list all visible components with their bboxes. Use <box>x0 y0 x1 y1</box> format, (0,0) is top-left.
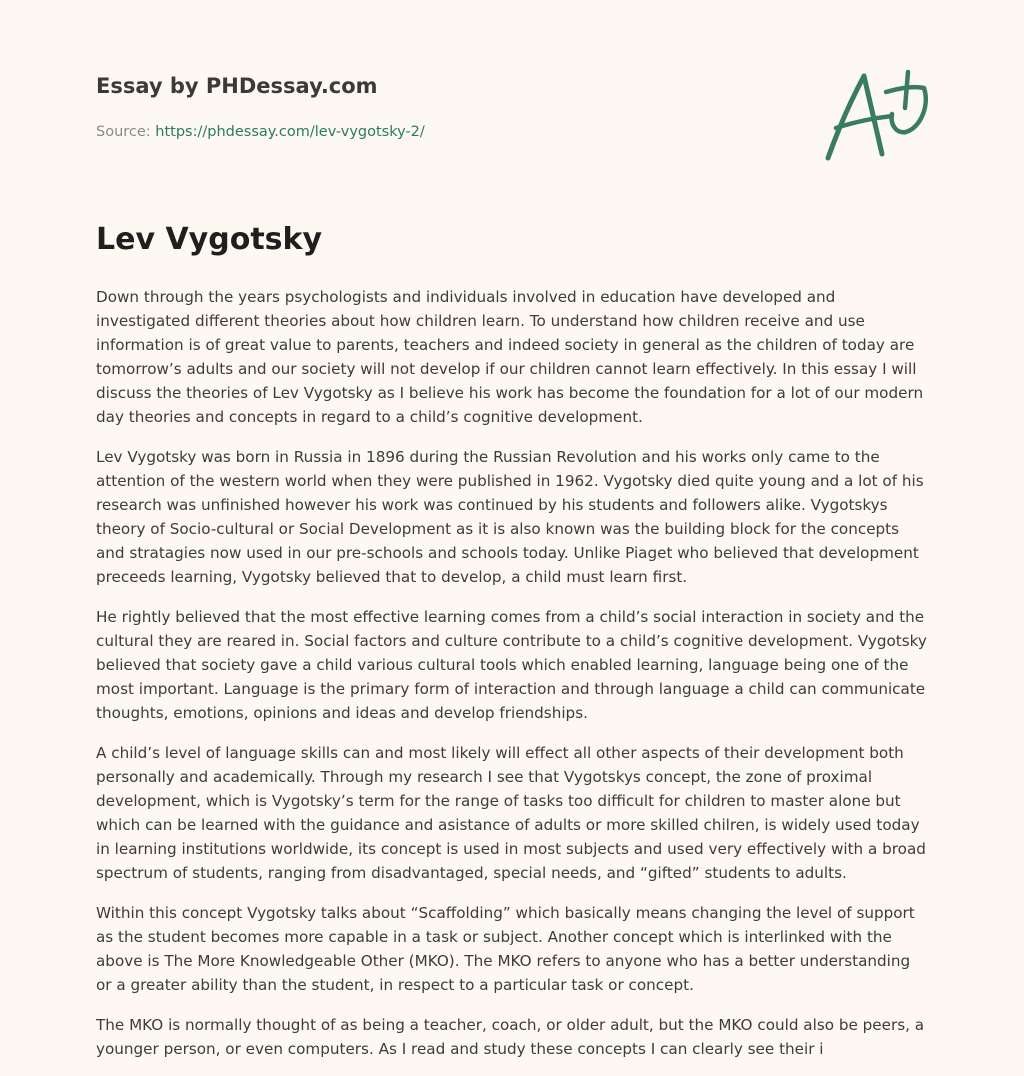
essay-body <box>96 285 928 1076</box>
essay-paragraph: The MKO is normally thought of as being a teacher, coach, or older adult, but the MKO could also be peers, a younger person, or even computers. As I read and study these concepts I can clearly see their i <box>96 1016 925 1058</box>
essay-paragraph: Lev Vygotsky was born in Russia in 1896 during the Russian Revolution and his works only came to the attention of the western world when they were published in 1962. Vygotsky died quite young and a lot of his research was unfinished however his work was continued by his students and followers alike. Vygotskys theory of Socio-cultural or Social Development as it is also known was the building block for the concepts and stratagies now used in our pre-schools and schools today. Unlike Piaget who believed that development preceeds learning, Vygotsky believed that to develop, a child must learn first. <box>96 448 924 586</box>
source-line <box>96 124 425 140</box>
source-label: Source: <box>96 124 151 140</box>
essay-paragraph: Down through the years psychologists and individuals involved in education have developed and investigated different theories about how children learn. To understand how children receive and use information is of great value to parents, teachers and indeed society in general as the children of today are tomorrow’s adults and our society will not develop if our children cannot learn effectively. In this essay I will discuss the theories of Lev Vygotsky as I believe his work has become the foundation for a lot of our modern day theories and concepts in regard to a child’s cognitive development. <box>96 288 924 426</box>
essay-paragraph: Within this concept Vygotsky talks about “Scaffolding” which basically means changing the level of support as the student becomes more capable in a task or subject. Another concept which is interlinked with the above is The More Knowledgeable Other (MKO). The MKO refers to anyone who has a better understanding or a greater ability than the student, in respect to a particular task or concept. <box>96 904 915 994</box>
essay-paragraph: A child’s level of language skills can and most likely will effect all other aspects of their development both personally and academically. Through my research I see that Vygotskys concept, the zone of proximal development, which is Vygotsky’s term for the range of tasks too difficult for children to master alone but which can be learned with the guidance and asistance of adults or more skilled chilren, is widely used today in learning institutions worldwide, its concept is used in most subjects and used very effectively with a broad spectrum of students, ranging from disadvantaged, special needs, and “gifted” students to adults. <box>96 744 926 882</box>
essay-title: Lev Vygotsky <box>96 222 323 257</box>
essay-paragraph: He rightly believed that the most effective learning comes from a child’s social interaction in society and the cultural they are reared in. Social factors and culture contribute to a child’s cognitive development. Vygotsky believed that society gave a child various cultural tools which enabled learning, language being one of the most important. Language is the primary form of interaction and through language a child can communicate thoughts, emotions, opinions and ideas and develop friendships. <box>96 608 927 722</box>
a-plus-grade-logo-icon <box>816 62 936 172</box>
site-title: Essay by PHDessay.com <box>96 74 378 98</box>
source-link[interactable]: https://phdessay.com/lev-vygotsky-2/ <box>155 124 425 140</box>
